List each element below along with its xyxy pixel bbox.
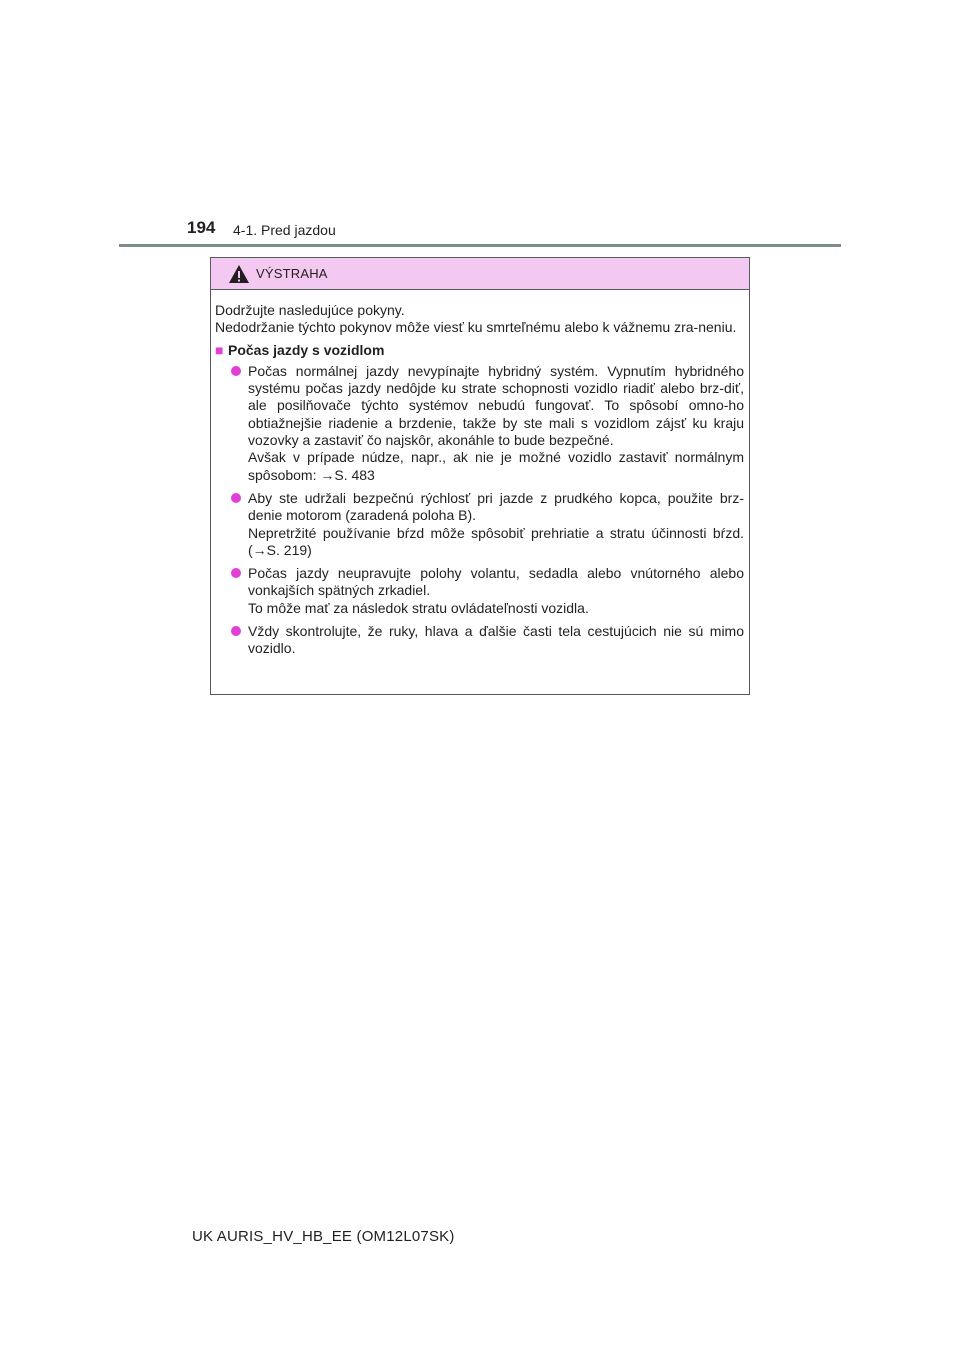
header-divider — [119, 244, 841, 247]
warning-bullet — [215, 363, 744, 484]
page-number: 194 — [187, 218, 216, 237]
circle-bullet-icon — [231, 568, 241, 578]
circle-bullet-icon — [231, 493, 241, 503]
warning-title: VÝSTRAHA — [256, 266, 328, 281]
warning-triangle-icon — [228, 264, 250, 284]
square-bullet-icon: ■ — [215, 341, 224, 358]
warning-intro-line: Dodržujte nasledujúce pokyny. — [215, 302, 405, 318]
warning-box — [210, 257, 750, 695]
document-id: UK AURIS_HV_HB_EE (OM12L07SK) — [192, 1228, 455, 1245]
warning-subheading — [215, 342, 744, 359]
bullet-paragraph: Počas jazdy neupravujte polohy volantu, sedadla alebo vnútorného alebo vonkajších spätných zrkadiel. — [248, 565, 744, 599]
circle-bullet-icon — [231, 626, 241, 636]
bullet-paragraph: Aby ste udržali bezpečnú rýchlosť pri jazde z prudkého kopca, použite brz-denie motorom (zaradená poloha B). — [248, 489, 744, 524]
bullet-paragraph: Vždy skontrolujte, že ruky, hlava a ďalšie časti tela cestujúcich nie sú mimo vozidlo. — [248, 623, 744, 657]
bullet-paragraph: Počas normálnej jazdy nevypínajte hybridný systém. Vypnutím hybridného systému počas jazdy nedôjde ku strate schopnosti vozidlo riadiť alebo brz-diť, ale posilňovače týchto systémov nebudú fungovať. To spôsobí omno-ho obtiažnejšie riadenie a brzdenie, takže by ste mali s vozidlom zájsť ku kraju vozovky a zastaviť čo najskôr, akonáhle to bude bezpečné. — [248, 362, 744, 449]
warning-subheading-label: Počas jazdy s vozidlom — [228, 341, 385, 358]
warning-bullet — [215, 490, 744, 559]
warning-intro-line: Nedodržanie týchto pokynov môže viesť ku smrteľnému alebo k vážnemu zra-neniu. — [215, 319, 737, 336]
warning-header — [211, 258, 749, 290]
circle-bullet-icon — [231, 366, 241, 376]
warning-bullet — [215, 623, 744, 658]
warning-bullet — [215, 565, 744, 617]
section-title: 4-1. Pred jazdou — [233, 222, 336, 238]
bullet-paragraph: To môže mať za následok stratu ovládateľnosti vozidla. — [248, 599, 589, 616]
bullet-paragraph: Nepretržité používanie bŕzd môže spôsobiť prehriatie a stratu účinnosti bŕzd. (→S. 219) — [248, 524, 744, 558]
bullet-paragraph: Avšak v prípade núdze, napr., ak nie je možné vozidlo zastaviť normálnym spôsobom: →S. 483 — [248, 449, 744, 483]
warning-body — [211, 290, 749, 658]
